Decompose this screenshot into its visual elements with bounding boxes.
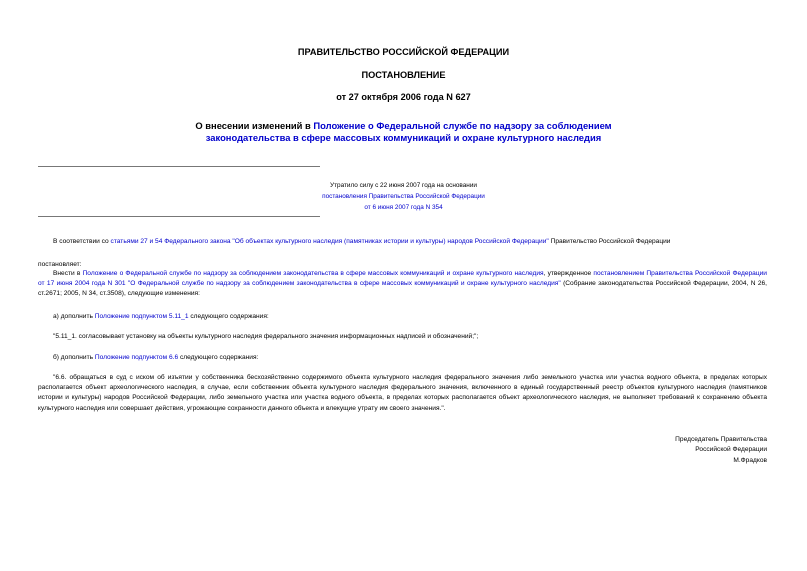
intro-text: В соответствии со — [53, 238, 111, 245]
title-prefix: О внесении изменений в — [195, 120, 314, 131]
item-a-text-2: следующего содержания: — [188, 313, 269, 320]
repeal-resolution-link[interactable]: постановления Правительства Российской Федерации — [322, 193, 485, 200]
title-link[interactable]: Положение о Федеральной службе по надзору за соблюдением законодательства в сфере массовых коммуникаций и охране культурного наследия — [205, 120, 612, 143]
regulation-link[interactable]: Положение о Федеральной службе по надзору за соблюдением законодательства в сфере массовых коммуникаций и охране культурного наследия — [82, 270, 544, 277]
government-name: ПРАВИТЕЛЬСТВО РОССИЙСКОЙ ФЕДЕРАЦИИ — [297, 47, 510, 57]
item-b — [38, 353, 767, 363]
repeal-note — [0, 180, 807, 213]
document-type: ПОСТАНОВЛЕНИЕ — [361, 70, 446, 80]
top-divider — [38, 166, 320, 167]
item-a — [38, 312, 767, 322]
item-b-text-2: следующего содержания: — [178, 354, 259, 361]
amendment-text-3: (Собрание законодательства Российской Федерации, 2004, N 26, ст.2671; 2005, N 34, ст.3508), следующие изменения: — [38, 280, 767, 298]
item-a-text: а) дополнить — [53, 313, 95, 320]
signature-position: Председатель Правительства — [675, 436, 767, 443]
repeal-resolution-date-link[interactable]: от 6 июня 2007 года N 354 — [364, 204, 443, 211]
federal-law-link[interactable]: статьями 27 и 54 Федерального закона "Об объектах культурного наследия (памятниках истории и культуры) народов Российской Федерации" — [110, 238, 549, 245]
amendment-paragraph — [38, 269, 767, 300]
amendment-text-2: , утвержденное — [543, 270, 594, 277]
item-b-text: б) дополнить — [53, 354, 95, 361]
signature-country: Российской Федерации — [695, 446, 767, 454]
repeal-note-text: Утратило силу с 22 июня 2007 года на основании — [330, 182, 477, 189]
resolution-301-link[interactable]: постановлением Правительства Российской Федерации от 17 июня 2004 года N 301 "О Федеральной службе по надзору за соблюдением законодательства в сфере массовых коммуникаций и охране культурного наследия" — [38, 270, 767, 288]
amendment-text: Внести в — [53, 270, 83, 277]
intro-paragraph — [38, 237, 767, 247]
document-title — [160, 120, 647, 143]
intro-text-government: Правительство Российской Федерации — [548, 238, 671, 245]
signature-block — [567, 435, 767, 466]
item-a-content: "5.11_1. согласовывает установку на объекты культурного наследия федерального значения информационных надписей и обозначений;"; — [53, 333, 479, 340]
bottom-divider — [38, 216, 320, 217]
signature-name: М.Фрадков — [733, 456, 767, 464]
subclause-5-11-1-link[interactable]: Положение подпунктом 5.11_1 — [94, 313, 189, 320]
resolves-line: постановляет: — [38, 261, 82, 268]
subclause-6-6-link[interactable]: Положение подпунктом 6.6 — [94, 354, 179, 361]
item-b-content: "6.6. обращаться в суд с иском об изъятии у собственника бесхозяйственно содержимого объекта культурного наследия федерального значения либо земельного участка или участка водного объекта, в пределах которых располагается объект археологического наследия, в случае, если собственник объекта культурного наследия федерального значения, включенного в единый государственный реестр объектов культурного наследия (памятников истории и культуры) народов Российской Федерации, либо земельного участка или участка водного объекта, в пределах которых располагается объект археологического наследия, не выполняет требований к сохранению объекта культурного наследия или совершает действия, угрожающие сохранности данного объекта и влекущие утрату им своего значения.". — [38, 374, 767, 412]
document-date: от 27 октября 2006 года N 627 — [336, 92, 471, 102]
